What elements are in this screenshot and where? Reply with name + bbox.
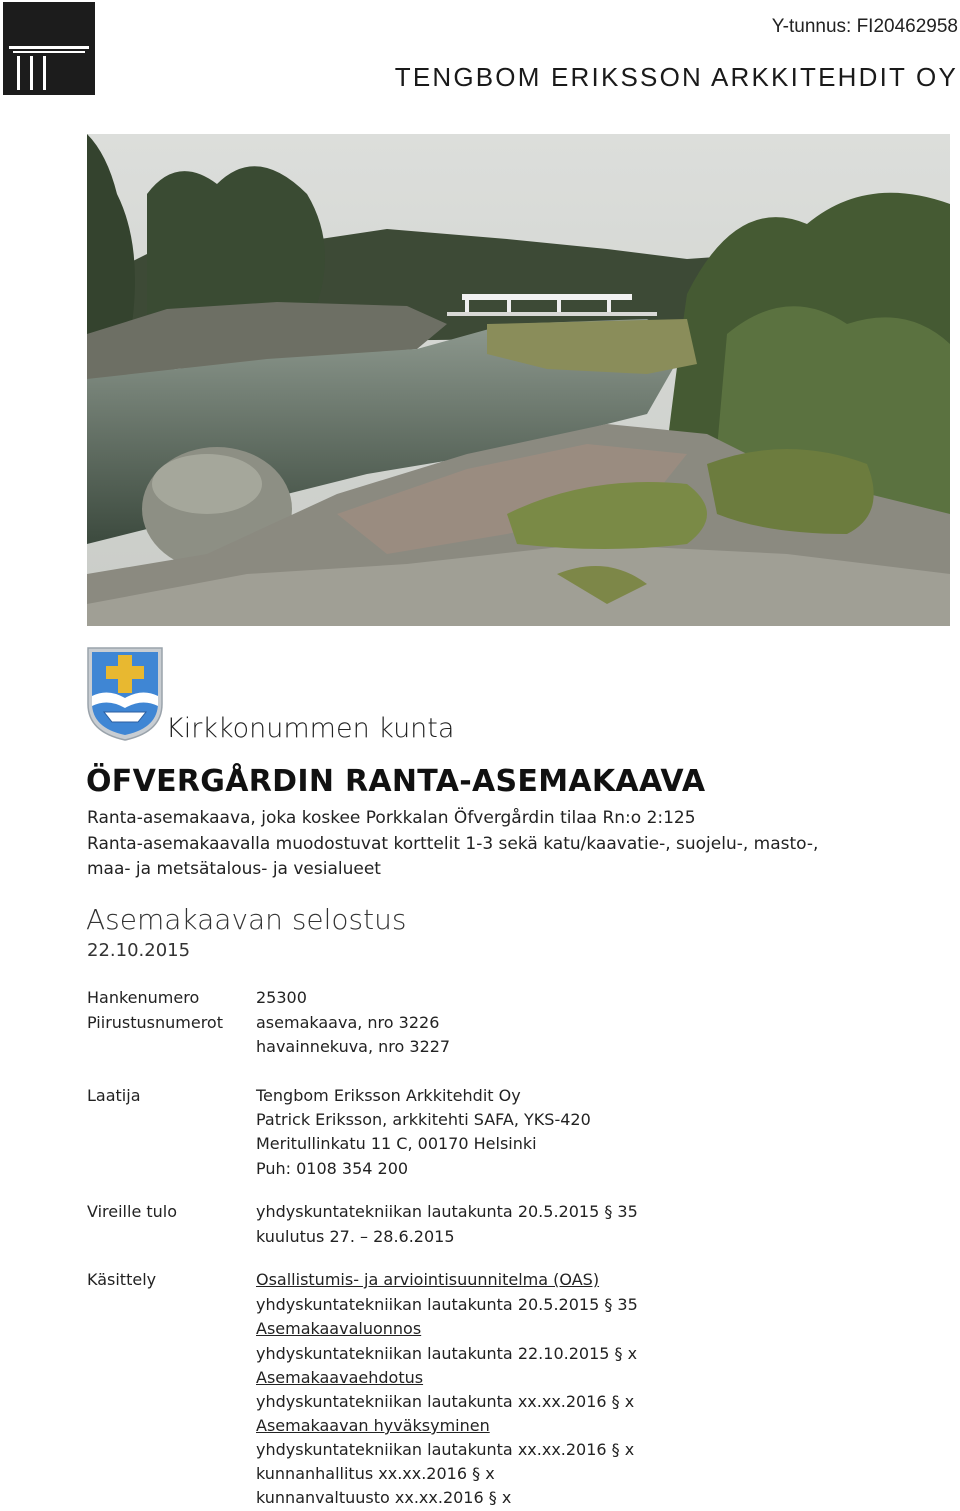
processing-line: yhdyskuntatekniikan lautakunta 22.10.2015 § x [256, 1344, 638, 1363]
initiation-label: Vireille tulo [87, 1202, 178, 1221]
subtitle-line: Ranta-asemakaava, joka koskee Porkkalan Öfvergårdin tilaa Rn:o 2:125 [87, 808, 696, 828]
processing-stage-heading: Osallistumis- ja arviointisuunnitelma (OAS) [256, 1270, 600, 1289]
author-line: Puh: 0108 354 200 [256, 1159, 409, 1178]
subtitle-line: Ranta-asemakaavalla muodostuvat korttelit 1-3 sekä katu/kaavatie-, suojelu-, masto-, [87, 834, 819, 854]
project-number-label: Hankenumero [87, 988, 200, 1007]
author-label: Laatija [87, 1086, 141, 1105]
processing-line: kunnanvaltuusto xx.xx.2016 § x [256, 1488, 512, 1507]
processing-line: yhdyskuntatekniikan lautakunta xx.xx.2016 § x [256, 1392, 635, 1411]
document-type: Asemakaavan selostus [86, 903, 407, 936]
author-line: Tengbom Eriksson Arkkitehdit Oy [256, 1086, 521, 1105]
processing-stage-heading: Asemakaavaluonnos [256, 1319, 422, 1338]
drawing-numbers-label: Piirustusnumerot [87, 1013, 223, 1032]
processing-line: yhdyskuntatekniikan lautakunta xx.xx.2016 § x [256, 1440, 635, 1459]
municipality-coat-of-arms [86, 646, 164, 742]
subtitle-line: maa- ja metsätalous- ja vesialueet [87, 859, 381, 879]
processing-label: Käsittely [87, 1270, 157, 1289]
business-id: Y-tunnus: FI20462958 [771, 16, 958, 37]
company-name: TENGBOM ERIKSSON ARKKITEHDIT OY [394, 62, 958, 92]
processing-stage-heading: Asemakaavan hyväksyminen [256, 1416, 490, 1435]
cover-photo [87, 134, 950, 626]
municipality-name: Kirkkonummen kunta [166, 713, 455, 744]
document-date: 22.10.2015 [87, 940, 191, 961]
processing-line: kunnanhallitus xx.xx.2016 § x [256, 1464, 495, 1483]
project-number-value: 25300 [256, 988, 307, 1007]
processing-stage-heading: Asemakaavaehdotus [256, 1368, 424, 1387]
document-title: ÖFVERGÅRDIN RANTA-ASEMAKAAVA [86, 764, 706, 799]
initiation-line: kuulutus 27. – 28.6.2015 [256, 1227, 455, 1246]
author-line: Patrick Eriksson, arkkitehti SAFA, YKS-420 [256, 1110, 591, 1129]
processing-line: yhdyskuntatekniikan lautakunta 20.5.2015 § 35 [256, 1295, 638, 1314]
initiation-line: yhdyskuntatekniikan lautakunta 20.5.2015 § 35 [256, 1202, 638, 1221]
company-logo [3, 2, 95, 95]
drawing-number-item: havainnekuva, nro 3227 [256, 1037, 451, 1056]
drawing-number-item: asemakaava, nro 3226 [256, 1013, 440, 1032]
author-line: Meritullinkatu 11 C, 00170 Helsinki [256, 1134, 537, 1153]
